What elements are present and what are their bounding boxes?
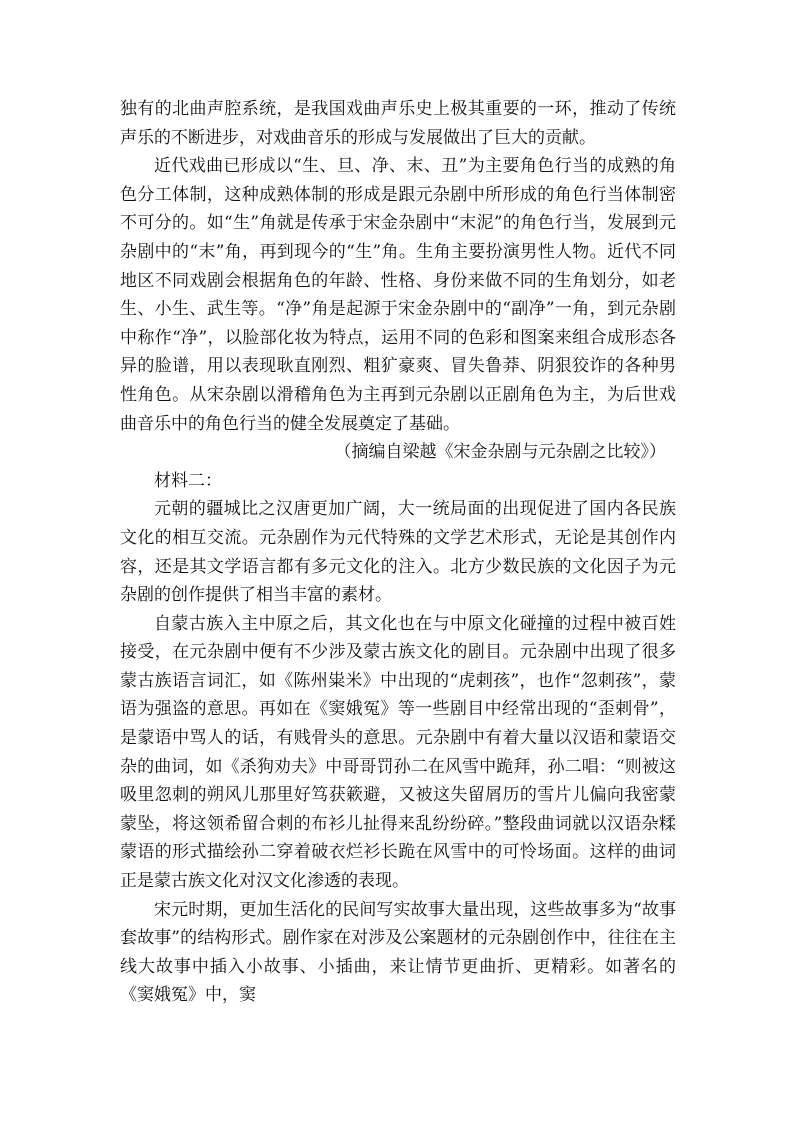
paragraph-continued: 独有的北曲声腔系统，是我国戏曲声乐史上极其重要的一环，推动了传统声乐的不断进步，对戏曲音乐的形成与发展做出了巨大的贡献。 xyxy=(120,99,676,148)
paragraph-mongol-culture: 自蒙古族入主中原之后，其文化也在与中原文化碰撞的过程中被百姓接受，在元杂剧中便有不少涉及蒙古族文化的剧目。元杂剧中出现了很多蒙古族语言词汇，如《陈州粜米》中出现的“虎剌孩”，也作“忽刺孩”，蒙语为强盗的意思。再如在《窦娥冤》等一些剧目中经常出现的“歪剌骨”，是蒙语中骂人的话，有贱骨头的意思。元杂剧中有着大量以汉语和蒙语交杂的曲词，如《杀狗劝夫》中哥哥罚孙二在风雪中跪拜，孙二唱：“则被这吸里忽刺的朔风儿那里好笃获簌避，又被这失留屑历的雪片儿偏向我密蒙蒙坠，将这领希留合刺的布衫儿扯得来乱纷纷碎。”整段曲词就以汉语杂糅蒙语的形式描绘孙二穿着破衣烂衫长跪在风雪中的可怜场面。这样的曲词正是蒙古族文化对汉文化渗透的表现。 xyxy=(120,613,676,892)
source-citation: （摘编自梁越《宋金杂剧与元杂剧之比较》） xyxy=(334,442,666,463)
paragraph-story-structure: 宋元时期，更加生活化的民间写实故事大量出现，这些故事多为“故事套故事”的结构形式。剧作家在对涉及公案题材的元杂剧创作中，往往在主线大故事中插入小故事、小插曲，来让情节更曲折、更精彩。如著名的《窦娥冤》中，窦 xyxy=(120,899,676,1006)
paragraph-role-system: 近代戏曲已形成以“生、旦、净、末、丑”为主要角色行当的成熟的角色分工体制，这种成熟体制的形成是跟元杂剧中所形成的角色行当体制密不可分的。如“生”角就是传承于宋金杂剧中“末泥”的角色行当，发展到元杂剧中的“末”角，再到现今的“生”角。生角主要扮演男性人物。近代不同地区不同戏剧会根据角色的年龄、性格、身份来做不同的生角划分，如老生、小生、武生等。“净”角是起源于宋金杂剧中的“副净”一角，到元杂剧中称作“净”，以脸部化妆为特点，运用不同的色彩和图案来组合成形态各异的脸谱，用以表现耿直刚烈、粗犷豪爽、冒失鲁莽、阴狠狡诈的各种男性角色。从宋杂剧以滑稽角色为主再到元杂剧以正剧角色为主，为后世戏曲音乐中的角色行当的健全发展奠定了基础。 xyxy=(120,156,676,434)
document-body xyxy=(120,95,676,1010)
paragraph-territory: 元朝的疆城比之汉唐更加广阔，大一统局面的出现促进了国内各民族文化的相互交流。元杂剧作为元代特殊的文学艺术形式，无论是其创作内容，还是其文学语言都有多元文化的注入。北方少数民族的文化因子为元杂剧的创作提供了相当丰富的素材。 xyxy=(120,499,676,606)
material-two-label: 材料二： xyxy=(154,470,222,491)
